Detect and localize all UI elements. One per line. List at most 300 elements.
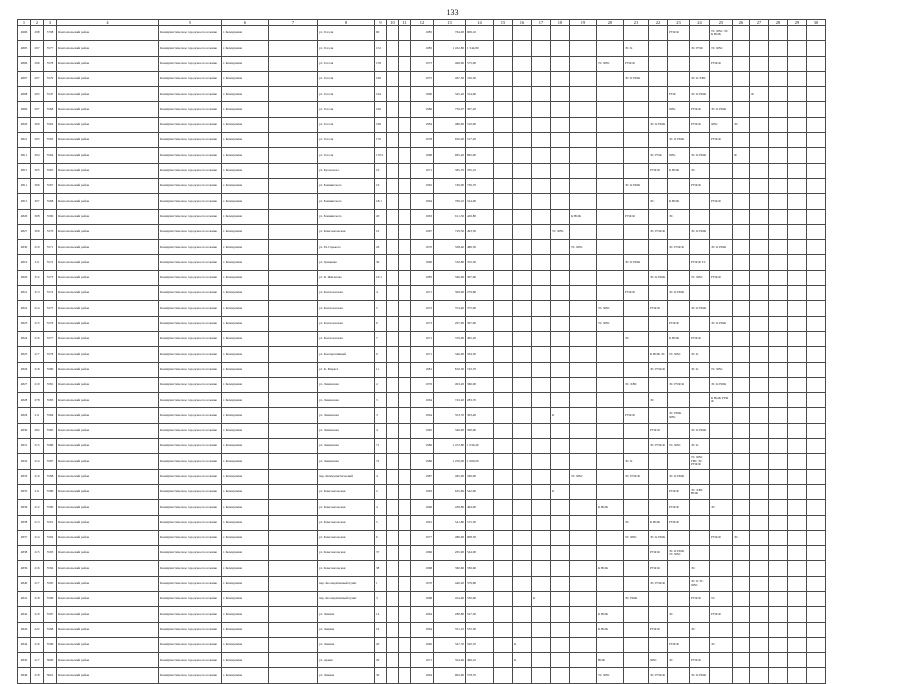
table-cell: 283,70 (466, 393, 494, 408)
table-cell: г. Коммунизм (222, 148, 269, 163)
table-cell (551, 668, 570, 683)
table-cell (597, 209, 624, 224)
table-cell (690, 133, 710, 148)
table-cell (624, 546, 649, 561)
table-cell (668, 668, 690, 683)
table-cell: 296 (31, 56, 44, 71)
column-number: 21 (624, 20, 649, 26)
table-cell (710, 423, 733, 438)
table-cell (399, 133, 411, 148)
table-cell: Коммунистическое городское поселение (159, 607, 222, 622)
table-cell (769, 209, 788, 224)
table-cell (807, 178, 826, 193)
table-cell: 214 (31, 530, 44, 545)
table-cell (733, 408, 750, 423)
table-cell (710, 622, 733, 637)
table-cell (532, 194, 551, 209)
table-cell (269, 362, 318, 377)
table-cell: 16 (375, 622, 387, 637)
table-cell (733, 591, 750, 606)
table-cell (494, 240, 513, 255)
table-cell (399, 362, 411, 377)
table-cell: Коммунистическое городское поселение (159, 255, 222, 270)
table-cell (269, 561, 318, 576)
table-cell (551, 194, 570, 209)
table-cell (807, 362, 826, 377)
table-cell: Коммунистическое городское поселение (159, 393, 222, 408)
table-cell (551, 148, 570, 163)
table-cell (399, 194, 411, 209)
table-cell (769, 117, 788, 132)
table-cell (387, 362, 399, 377)
table-cell: 5567 (44, 178, 57, 193)
table-cell: 4820 (18, 270, 31, 285)
table-cell: 314,60 (466, 87, 494, 102)
table-cell: Коммунистическое городское поселение (159, 515, 222, 530)
table-cell (570, 178, 597, 193)
table-cell: 216 (31, 331, 44, 346)
table-cell: Ф (733, 148, 750, 163)
table-cell: 9 (375, 347, 387, 362)
table-cell: Комсомольский район (57, 454, 159, 469)
table-cell: 30 (375, 668, 387, 683)
table-cell: ЭС РУФ Ф (649, 224, 668, 239)
table-row (18, 591, 826, 606)
table-cell: 1971 (411, 347, 434, 362)
table-cell: 71 (375, 439, 387, 454)
table-cell: К (551, 484, 570, 499)
table-cell (597, 148, 624, 163)
table-cell: 1985 (411, 41, 434, 56)
table-cell (269, 347, 318, 362)
table-cell (750, 454, 769, 469)
table-cell (269, 301, 318, 316)
table-cell (551, 454, 570, 469)
table-cell (532, 270, 551, 285)
table-cell: ул. Колхозовская (318, 286, 375, 301)
table-cell (769, 148, 788, 163)
table-cell (710, 301, 733, 316)
table-cell: ТС ХВС (668, 347, 690, 362)
table-cell: Комсомольский район (57, 637, 159, 652)
table-cell: К НОК ЭС (649, 347, 668, 362)
table-row (18, 301, 826, 316)
table-cell (710, 163, 733, 178)
table-cell: Комсомольский район (57, 362, 159, 377)
table-cell (597, 454, 624, 469)
table-cell: ЭС К НОК (690, 423, 710, 438)
table-cell: 336,60 (466, 561, 494, 576)
table-cell (769, 362, 788, 377)
table-cell (788, 591, 807, 606)
table-cell (532, 26, 551, 41)
table-cell (733, 102, 750, 117)
table-cell: РУФ Ф (624, 56, 649, 71)
table-cell: 217 (31, 347, 44, 362)
table-cell (668, 561, 690, 576)
table-cell: 486,50 (466, 240, 494, 255)
table-cell (710, 87, 733, 102)
table-cell (494, 102, 513, 117)
table-cell (269, 102, 318, 117)
table-cell (513, 484, 532, 499)
table-cell: 309 (31, 224, 44, 239)
table-cell (788, 408, 807, 423)
table-cell: ЭС К НОК (710, 316, 733, 331)
table-cell (807, 576, 826, 591)
table-cell (269, 393, 318, 408)
table-cell (649, 484, 668, 499)
table-cell (551, 546, 570, 561)
table-cell (269, 591, 318, 606)
table-cell: 37 (375, 546, 387, 561)
table-cell (733, 301, 750, 316)
table-cell (399, 439, 411, 454)
table-cell: РУФ Ф (710, 194, 733, 209)
table-cell (807, 439, 826, 454)
table-cell (807, 331, 826, 346)
table-cell (769, 133, 788, 148)
table-cell (733, 439, 750, 454)
table-cell: 5587 (44, 454, 57, 469)
table-cell (597, 591, 624, 606)
table-cell: 1987 (411, 469, 434, 484)
table-cell: 4820 (18, 209, 31, 224)
table-cell: 311 (31, 255, 44, 270)
table-cell (710, 178, 733, 193)
table-cell (387, 286, 399, 301)
table-cell (733, 362, 750, 377)
table-cell (532, 530, 551, 545)
table-cell (387, 301, 399, 316)
table-cell: г. Коммунизм (222, 301, 269, 316)
table-cell: ЭС К НОК (690, 301, 710, 316)
table-cell: 26 (375, 240, 387, 255)
table-cell: Коммунистическое городское поселение (159, 331, 222, 346)
table-cell (750, 209, 769, 224)
table-cell (551, 56, 570, 71)
table-cell: 5574 (44, 286, 57, 301)
table-cell: 1964 (411, 408, 434, 423)
table-row (18, 347, 826, 362)
table-cell: г. Коммунизм (222, 117, 269, 132)
table-cell: 18/1 (375, 194, 387, 209)
table-cell: К НОК (597, 607, 624, 622)
table-cell (807, 316, 826, 331)
table-cell: 4826 (18, 362, 31, 377)
table-cell (750, 668, 769, 683)
table-cell (788, 484, 807, 499)
table-cell (597, 546, 624, 561)
table-cell (733, 240, 750, 255)
table-cell: 316,50 (466, 71, 494, 86)
table-cell (649, 133, 668, 148)
table-cell: ЭС РУФ Ф (649, 362, 668, 377)
table-cell: 295 (31, 133, 44, 148)
table-cell: Комсомольский район (57, 209, 159, 224)
table-cell (269, 668, 318, 683)
table-cell: Коммунистическое городское поселение (159, 26, 222, 41)
table-cell (788, 347, 807, 362)
table-cell: ЭС (668, 607, 690, 622)
table-cell (399, 117, 411, 132)
table-cell: 1965 (411, 423, 434, 438)
table-cell (399, 454, 411, 469)
table-cell (269, 209, 318, 224)
table-cell (624, 26, 649, 41)
table-cell: 335,10 (466, 163, 494, 178)
table-cell: 316,80 (434, 255, 466, 270)
table-cell (399, 393, 411, 408)
table-cell (733, 163, 750, 178)
table-cell (399, 255, 411, 270)
table-cell (750, 117, 769, 132)
table-cell: Комсомольский район (57, 87, 159, 102)
table-cell: 5580 (44, 362, 57, 377)
table-cell (769, 56, 788, 71)
table-cell (710, 224, 733, 239)
table-cell (494, 423, 513, 438)
table-cell: 1966 (411, 500, 434, 515)
table-cell: ул. Ленинская (318, 423, 375, 438)
table-cell (788, 87, 807, 102)
table-cell: 215 (31, 546, 44, 561)
table-cell: Комсомольский район (57, 408, 159, 423)
table-cell (570, 270, 597, 285)
table-cell: 4821 (18, 286, 31, 301)
table-row (18, 102, 826, 117)
table-cell: 530,60 (466, 591, 494, 606)
table-cell (710, 561, 733, 576)
table-cell: 297 (31, 71, 44, 86)
table-cell: 313 (31, 286, 44, 301)
table-cell: РУФ Ф (649, 622, 668, 637)
table-cell: Комсомольский район (57, 26, 159, 41)
table-cell (570, 393, 597, 408)
table-cell (387, 148, 399, 163)
table-cell: ТС ХВС ЭС К НОК (710, 26, 733, 41)
table-cell (532, 209, 551, 224)
table-cell (570, 102, 597, 117)
table-cell: 298 (31, 26, 44, 41)
table-cell (513, 515, 532, 530)
table-cell (597, 515, 624, 530)
table-cell (570, 41, 597, 56)
table-cell: К (513, 637, 532, 652)
table-row (18, 133, 826, 148)
table-cell (532, 653, 551, 668)
table-cell: ЭС К НОК (668, 286, 690, 301)
table-cell (570, 607, 597, 622)
table-cell (532, 133, 551, 148)
table-cell: Комсомольский район (57, 561, 159, 576)
table-cell: 4837 (18, 530, 31, 545)
table-cell: Комсомольский район (57, 484, 159, 499)
table-row (18, 331, 826, 346)
table-cell: 4811 (18, 178, 31, 193)
table-cell: ЭС К (624, 41, 649, 56)
table-cell: Комсомольский район (57, 439, 159, 454)
table-cell (494, 286, 513, 301)
table-cell (597, 530, 624, 545)
table-cell (750, 408, 769, 423)
table-cell (269, 286, 318, 301)
table-cell: 5572 (44, 255, 57, 270)
table-row (18, 607, 826, 622)
table-cell (649, 408, 668, 423)
table-cell (513, 607, 532, 622)
table-cell (570, 423, 597, 438)
table-cell (399, 331, 411, 346)
table-cell (788, 439, 807, 454)
table-cell (624, 500, 649, 515)
table-cell: Комсомольский район (57, 71, 159, 86)
table-cell (649, 87, 668, 102)
table-cell (551, 316, 570, 331)
table-cell (551, 500, 570, 515)
table-cell: РУФ Ф (710, 530, 733, 545)
table-cell: Коммунистическое городское поселение (159, 591, 222, 606)
table-cell: 464,00 (466, 500, 494, 515)
table-cell (551, 561, 570, 576)
table-cell: 909,10 (466, 26, 494, 41)
table-cell (710, 546, 733, 561)
table-cell: г. Коммунизм (222, 209, 269, 224)
table-cell (690, 393, 710, 408)
table-cell: 309,00 (434, 286, 466, 301)
table-cell: ЭС К (690, 362, 710, 377)
table-cell (551, 71, 570, 86)
table-cell: г. Коммунизм (222, 546, 269, 561)
table-cell: РУФ Ф (668, 637, 690, 652)
table-cell (532, 515, 551, 530)
table-cell: Комсомольский район (57, 286, 159, 301)
table-cell (551, 301, 570, 316)
table-cell: 211 (31, 484, 44, 499)
table-cell (788, 515, 807, 530)
table-cell (597, 286, 624, 301)
table-cell: ЭС К НОК (668, 133, 690, 148)
table-cell: 5577 (44, 41, 57, 56)
table-cell (807, 622, 826, 637)
table-cell: 10 (375, 163, 387, 178)
table-cell (570, 56, 597, 71)
table-cell: 542,90 (466, 484, 494, 499)
table-cell (494, 224, 513, 239)
table-cell (807, 71, 826, 86)
table-cell: 10 (375, 224, 387, 239)
table-cell (690, 515, 710, 530)
table-cell (668, 71, 690, 86)
table-cell (513, 102, 532, 117)
table-cell: 5563 (44, 133, 57, 148)
table-cell (551, 576, 570, 591)
table-cell (570, 622, 597, 637)
table-cell (750, 347, 769, 362)
table-row (18, 469, 826, 484)
table-cell: 5573 (44, 270, 57, 285)
table-cell: 541,80 (434, 515, 466, 530)
table-cell: 30 (375, 255, 387, 270)
table-cell: ул. Колхозовская (318, 316, 375, 331)
table-cell (387, 561, 399, 576)
table-cell: 306 (31, 178, 44, 193)
table-cell (807, 286, 826, 301)
table-cell: Комсомольский район (57, 194, 159, 209)
table-cell (769, 178, 788, 193)
table-cell (750, 607, 769, 622)
table-cell (807, 561, 826, 576)
table-cell (269, 546, 318, 561)
table-cell: ул. Арина (318, 653, 375, 668)
table-cell: 635,60 (434, 484, 466, 499)
table-cell: 1964 (411, 607, 434, 622)
table-cell: 1986 (411, 454, 434, 469)
table-cell: Коммунистическое городское поселение (159, 500, 222, 515)
table-cell: 1971 (411, 653, 434, 668)
table-cell: РУФ Ф (624, 209, 649, 224)
table-cell: 5578 (44, 347, 57, 362)
table-cell: г. Коммунизм (222, 362, 269, 377)
table-cell: Коммунистическое городское поселение (159, 439, 222, 454)
table-cell (788, 163, 807, 178)
table-cell: Коммунистическое городское поселение (159, 102, 222, 117)
table-cell: 1986 (411, 102, 434, 117)
table-cell (690, 607, 710, 622)
table-cell (769, 26, 788, 41)
table-cell (597, 331, 624, 346)
table-cell: 4821 (18, 133, 31, 148)
table-cell: ЭС К НОК (668, 469, 690, 484)
table-cell: 5583 (44, 393, 57, 408)
table-cell (513, 530, 532, 545)
table-cell: К НОК (668, 194, 690, 209)
table-cell: ул. Ленина (318, 607, 375, 622)
table-cell (769, 377, 788, 392)
table-cell: г. Коммунизм (222, 668, 269, 683)
table-cell (750, 362, 769, 377)
table-cell: Коммунистическое городское поселение (159, 576, 222, 591)
table-cell (624, 270, 649, 285)
table-cell (788, 178, 807, 193)
table-cell (494, 439, 513, 454)
table-cell (710, 209, 733, 224)
table-cell (551, 331, 570, 346)
table-cell (494, 469, 513, 484)
table-cell: 1972 (411, 301, 434, 316)
table-cell (807, 607, 826, 622)
table-cell: 535,30 (466, 622, 494, 637)
table-cell (570, 377, 597, 392)
table-cell: 1986 (411, 439, 434, 454)
table-cell: 1 (375, 576, 387, 591)
table-cell (494, 301, 513, 316)
table-cell (649, 331, 668, 346)
table-cell: Комсомольский район (57, 607, 159, 622)
table-cell (551, 133, 570, 148)
table-cell: Комсомольский район (57, 56, 159, 71)
table-cell (769, 408, 788, 423)
table-cell (494, 653, 513, 668)
table-cell: 4843 (18, 622, 31, 637)
table-row (18, 117, 826, 132)
table-cell (387, 393, 399, 408)
table-cell: Коммунистическое городское поселение (159, 71, 222, 86)
table-cell (788, 653, 807, 668)
table-cell: ЭС К НОК (690, 148, 710, 163)
table-cell: ТС ХВС ГВС ЭС РУФ Ф (690, 454, 710, 469)
table-row (18, 530, 826, 545)
